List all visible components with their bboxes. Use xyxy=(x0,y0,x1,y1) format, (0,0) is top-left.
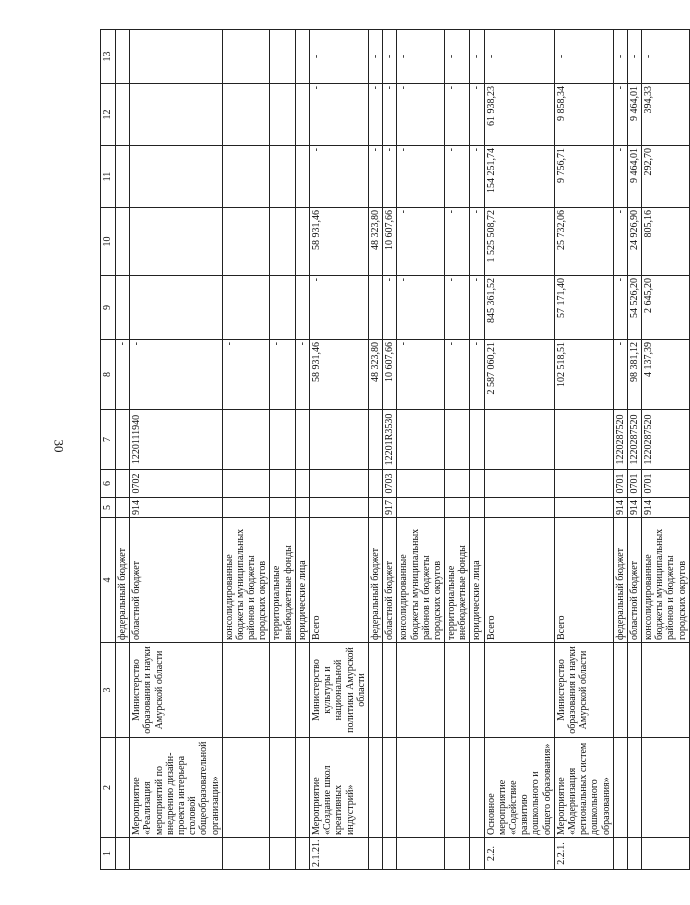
cell-c11 xyxy=(222,146,270,208)
cell-name xyxy=(445,738,470,838)
table-body xyxy=(101,30,690,870)
cell-c8: 10 607,66 xyxy=(383,340,397,410)
cell-c7: 1220111940 xyxy=(130,410,223,470)
cell-c6 xyxy=(470,470,484,498)
cell-c11: - xyxy=(445,146,470,208)
cell-num: 2.1.21. xyxy=(310,838,369,870)
cell-c7: 1220287520 xyxy=(642,410,690,470)
cell-c6: 0701 xyxy=(613,470,627,498)
cell-exec xyxy=(270,643,295,738)
cell-num xyxy=(222,838,270,870)
cell-exec xyxy=(642,643,690,738)
cell-exec: Министерство образования и науки Амурской области xyxy=(554,643,613,738)
cell-c9: 2 645,20 xyxy=(642,276,690,340)
cell-c8: - xyxy=(613,340,627,410)
cell-exec xyxy=(397,643,445,738)
table-row xyxy=(116,30,130,870)
cell-num: 2.2.1. xyxy=(554,838,613,870)
cell-c12: 61 938,23 xyxy=(484,84,554,146)
table-row xyxy=(642,30,690,870)
cell-source: консолидированные бюджеты муниципальных районов и бюджеты городских округов xyxy=(397,518,445,643)
cell-name: Мероприятие «Модернизация региональных систем дошкольного образования» xyxy=(554,738,613,838)
cell-c10: 48 323,80 xyxy=(368,208,382,276)
cell-source: консолидированные бюджеты муниципальных районов и бюджеты городских округов xyxy=(642,518,690,643)
cell-c13: - xyxy=(368,30,382,84)
cell-c6: 0702 xyxy=(130,470,223,498)
cell-name xyxy=(627,738,641,838)
cell-c7 xyxy=(310,410,369,470)
table-row xyxy=(130,30,223,870)
cell-c10: 10 607,66 xyxy=(383,208,397,276)
cell-num: 2.2. xyxy=(484,838,554,870)
cell-c6 xyxy=(368,470,382,498)
cell-c12 xyxy=(295,84,309,146)
cell-name: Мероприятие «Реализация мероприятий по внедрению дизайн-проекта интерьера столовой общеобразовательной организации» xyxy=(130,738,223,838)
cell-source: юридические лица xyxy=(470,518,484,643)
cell-c9 xyxy=(368,276,382,340)
cell-name xyxy=(642,738,690,838)
cell-c7 xyxy=(368,410,382,470)
cell-c9 xyxy=(222,276,270,340)
cell-num xyxy=(470,838,484,870)
cell-c10 xyxy=(116,208,130,276)
cell-c12: - xyxy=(445,84,470,146)
cell-c5 xyxy=(270,498,295,518)
cell-c7 xyxy=(554,410,613,470)
cell-name: Основное мероприятие «Содействие развитию дошкольного и общего образования» xyxy=(484,738,554,838)
header-cell: 9 xyxy=(101,276,116,340)
cell-c13 xyxy=(222,30,270,84)
cell-exec xyxy=(445,643,470,738)
cell-c12 xyxy=(116,84,130,146)
cell-num xyxy=(295,838,309,870)
cell-c12: - xyxy=(310,84,369,146)
cell-c13 xyxy=(116,30,130,84)
cell-c11: - xyxy=(383,146,397,208)
header-cell: 5 xyxy=(101,498,116,518)
cell-source: юридические лица xyxy=(295,518,309,643)
cell-num xyxy=(445,838,470,870)
cell-c12: - xyxy=(368,84,382,146)
cell-c10: - xyxy=(445,208,470,276)
cell-source: областной бюджет xyxy=(383,518,397,643)
cell-num xyxy=(642,838,690,870)
table-row xyxy=(310,30,369,870)
cell-c7: 12201R3530 xyxy=(383,410,397,470)
cell-c6 xyxy=(445,470,470,498)
cell-c10 xyxy=(222,208,270,276)
cell-c7 xyxy=(470,410,484,470)
table-row xyxy=(445,30,470,870)
cell-c9 xyxy=(295,276,309,340)
cell-c9: - xyxy=(310,276,369,340)
cell-num xyxy=(397,838,445,870)
cell-c11: 292,70 xyxy=(642,146,690,208)
cell-c5 xyxy=(368,498,382,518)
table-row xyxy=(397,30,445,870)
cell-num xyxy=(368,838,382,870)
cell-c5: 914 xyxy=(130,498,223,518)
header-cell: 3 xyxy=(101,643,116,738)
header-cell: 2 xyxy=(101,738,116,838)
cell-c6 xyxy=(310,470,369,498)
cell-c8: 58 931,46 xyxy=(310,340,369,410)
cell-c9 xyxy=(270,276,295,340)
cell-c10: 58 931,46 xyxy=(310,208,369,276)
cell-c8: - xyxy=(130,340,223,410)
cell-c5 xyxy=(397,498,445,518)
cell-exec xyxy=(383,643,397,738)
cell-c5 xyxy=(445,498,470,518)
table-row xyxy=(627,30,641,870)
cell-c5 xyxy=(222,498,270,518)
cell-c10 xyxy=(130,208,223,276)
cell-c6: 0701 xyxy=(627,470,641,498)
cell-name xyxy=(368,738,382,838)
cell-c12: 9 464,01 xyxy=(627,84,641,146)
cell-c11: - xyxy=(310,146,369,208)
cell-c12: - xyxy=(397,84,445,146)
header-cell: 7 xyxy=(101,410,116,470)
cell-c11 xyxy=(130,146,223,208)
cell-c13 xyxy=(130,30,223,84)
cell-source: Всего xyxy=(484,518,554,643)
cell-c7 xyxy=(270,410,295,470)
cell-c9 xyxy=(130,276,223,340)
cell-name xyxy=(222,738,270,838)
table-row xyxy=(368,30,382,870)
cell-c11: - xyxy=(613,146,627,208)
cell-name xyxy=(295,738,309,838)
cell-c6 xyxy=(484,470,554,498)
cell-num xyxy=(383,838,397,870)
cell-c11: 9 756,71 xyxy=(554,146,613,208)
cell-c9: 54 526,20 xyxy=(627,276,641,340)
header-cell: 1 xyxy=(101,838,116,870)
cell-source: территориальные внебюджетные фонды xyxy=(270,518,295,643)
cell-c12: 394,33 xyxy=(642,84,690,146)
table-row xyxy=(222,30,270,870)
cell-c8: 98 381,12 xyxy=(627,340,641,410)
cell-num xyxy=(613,838,627,870)
cell-name xyxy=(383,738,397,838)
header-row xyxy=(101,30,116,870)
cell-c5 xyxy=(295,498,309,518)
cell-c13: - xyxy=(445,30,470,84)
cell-exec xyxy=(116,643,130,738)
cell-c7 xyxy=(484,410,554,470)
cell-exec xyxy=(368,643,382,738)
cell-c5: 914 xyxy=(627,498,641,518)
cell-num xyxy=(116,838,130,870)
cell-c8: - xyxy=(116,340,130,410)
cell-c6 xyxy=(270,470,295,498)
cell-num xyxy=(130,838,223,870)
cell-c5: 917 xyxy=(383,498,397,518)
cell-c9: - xyxy=(397,276,445,340)
header-cell: 10 xyxy=(101,208,116,276)
table-row xyxy=(383,30,397,870)
header-cell: 4 xyxy=(101,518,116,643)
cell-c8: 2 587 060,21 xyxy=(484,340,554,410)
cell-c10: - xyxy=(613,208,627,276)
header-cell: 8 xyxy=(101,340,116,410)
cell-c13: - xyxy=(470,30,484,84)
cell-c12: 9 858,34 xyxy=(554,84,613,146)
cell-c5: 914 xyxy=(613,498,627,518)
cell-source: консолидированные бюджеты муниципальных районов и бюджеты городских округов xyxy=(222,518,270,643)
cell-c9: 57 171,40 xyxy=(554,276,613,340)
cell-c6 xyxy=(116,470,130,498)
cell-c11: - xyxy=(368,146,382,208)
budget-table-container xyxy=(100,30,688,870)
table-row xyxy=(554,30,613,870)
cell-c9: - xyxy=(613,276,627,340)
cell-source: федеральный бюджет xyxy=(116,518,130,643)
cell-c8: 4 137,39 xyxy=(642,340,690,410)
cell-c12: - xyxy=(613,84,627,146)
cell-exec xyxy=(470,643,484,738)
cell-c10: 24 926,90 xyxy=(627,208,641,276)
cell-c5 xyxy=(554,498,613,518)
cell-source: федеральный бюджет xyxy=(613,518,627,643)
cell-exec xyxy=(627,643,641,738)
cell-c13: - xyxy=(397,30,445,84)
cell-c10 xyxy=(270,208,295,276)
cell-c5 xyxy=(470,498,484,518)
cell-c12: - xyxy=(470,84,484,146)
cell-c7 xyxy=(445,410,470,470)
table-row xyxy=(484,30,554,870)
cell-c11: - xyxy=(470,146,484,208)
cell-c6 xyxy=(222,470,270,498)
cell-c9: - xyxy=(470,276,484,340)
cell-c10: 805,16 xyxy=(642,208,690,276)
cell-name: Мероприятие «Создание школ креативных индустрий» xyxy=(310,738,369,838)
cell-c8: - xyxy=(470,340,484,410)
cell-c6: 0701 xyxy=(642,470,690,498)
cell-c7 xyxy=(295,410,309,470)
cell-c13: - xyxy=(484,30,554,84)
cell-c6 xyxy=(397,470,445,498)
cell-c11 xyxy=(116,146,130,208)
cell-c8: - xyxy=(445,340,470,410)
cell-c11: 154 251,74 xyxy=(484,146,554,208)
cell-c8: - xyxy=(270,340,295,410)
cell-c10: - xyxy=(470,208,484,276)
cell-source: федеральный бюджет xyxy=(368,518,382,643)
cell-c11 xyxy=(295,146,309,208)
cell-c8: 48 323,80 xyxy=(368,340,382,410)
cell-c13: - xyxy=(642,30,690,84)
cell-exec xyxy=(613,643,627,738)
table-row xyxy=(270,30,295,870)
cell-c13: - xyxy=(383,30,397,84)
cell-c5 xyxy=(116,498,130,518)
cell-exec: Министерство культуры и национальной политики Амурской области xyxy=(310,643,369,738)
cell-c13 xyxy=(295,30,309,84)
cell-c11: - xyxy=(397,146,445,208)
cell-source: территориальные внебюджетные фонды xyxy=(445,518,470,643)
cell-c5: 914 xyxy=(642,498,690,518)
cell-source: областной бюджет xyxy=(130,518,223,643)
header-cell: 13 xyxy=(101,30,116,84)
cell-c8: - xyxy=(295,340,309,410)
cell-c9: - xyxy=(383,276,397,340)
cell-c13: - xyxy=(310,30,369,84)
cell-c5 xyxy=(484,498,554,518)
cell-c6 xyxy=(554,470,613,498)
cell-c13: - xyxy=(554,30,613,84)
cell-c9 xyxy=(116,276,130,340)
cell-c8: 102 518,51 xyxy=(554,340,613,410)
cell-c12 xyxy=(130,84,223,146)
cell-c9: - xyxy=(445,276,470,340)
cell-num xyxy=(627,838,641,870)
cell-name xyxy=(613,738,627,838)
cell-c12 xyxy=(270,84,295,146)
cell-c7: 1220287520 xyxy=(627,410,641,470)
cell-c7 xyxy=(116,410,130,470)
cell-c7 xyxy=(397,410,445,470)
cell-exec xyxy=(484,643,554,738)
cell-name xyxy=(270,738,295,838)
cell-c7 xyxy=(222,410,270,470)
cell-c10: 25 732,06 xyxy=(554,208,613,276)
cell-c10: - xyxy=(397,208,445,276)
table-row xyxy=(295,30,309,870)
cell-c5 xyxy=(310,498,369,518)
cell-c11 xyxy=(270,146,295,208)
cell-c10: 1 525 508,72 xyxy=(484,208,554,276)
cell-c11: 9 464,01 xyxy=(627,146,641,208)
cell-c13: - xyxy=(613,30,627,84)
cell-c9: 845 361,52 xyxy=(484,276,554,340)
table-row xyxy=(613,30,627,870)
cell-exec: Министерство образования и науки Амурской области xyxy=(130,643,223,738)
header-cell: 6 xyxy=(101,470,116,498)
cell-c8: - xyxy=(222,340,270,410)
cell-c6 xyxy=(295,470,309,498)
cell-name xyxy=(116,738,130,838)
header-cell: 12 xyxy=(101,84,116,146)
cell-exec xyxy=(295,643,309,738)
budget-table xyxy=(100,29,690,870)
cell-source: Всего xyxy=(310,518,369,643)
cell-c12 xyxy=(222,84,270,146)
cell-source: областной бюджет xyxy=(627,518,641,643)
cell-exec xyxy=(222,643,270,738)
cell-c6: 0703 xyxy=(383,470,397,498)
cell-c8: - xyxy=(397,340,445,410)
cell-num xyxy=(270,838,295,870)
cell-c13: - xyxy=(627,30,641,84)
cell-c10 xyxy=(295,208,309,276)
cell-name xyxy=(397,738,445,838)
cell-c12: - xyxy=(383,84,397,146)
cell-c7: 1220287520 xyxy=(613,410,627,470)
header-cell: 11 xyxy=(101,146,116,208)
cell-name xyxy=(470,738,484,838)
table-row xyxy=(470,30,484,870)
cell-c13 xyxy=(270,30,295,84)
page-number: 30 xyxy=(51,439,67,453)
cell-source: Всего xyxy=(554,518,613,643)
